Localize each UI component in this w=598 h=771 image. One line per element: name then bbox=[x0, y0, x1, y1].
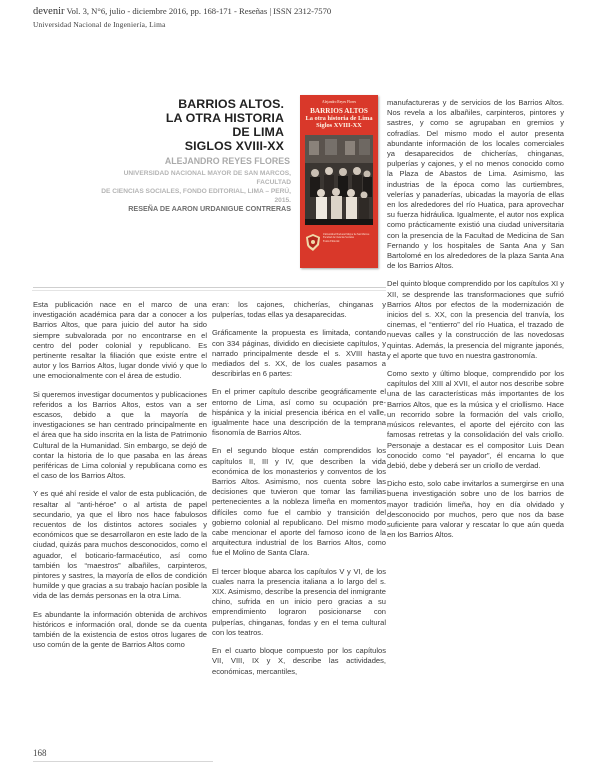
cover-publisher-line: Universidad Nacional Mayor de San Marcos bbox=[323, 233, 370, 236]
book-author: ALEJANDRO REYES FLORES bbox=[164, 156, 290, 166]
publisher-line: DE CIENCIAS SOCIALES, FONDO EDITORIAL, LIMA – PERÚ, 2015. bbox=[101, 188, 291, 204]
cover-publisher-line: Facultad de Ciencias Sociales bbox=[323, 236, 354, 240]
review-title-line: SIGLOS XVIII-XX bbox=[184, 139, 284, 153]
cover-title-line: BARRIOS ALTOS bbox=[310, 107, 368, 115]
body-paragraph: Esta publicación nace en el marco de una investigación académica para dar a conocer a los Barrios Altos, que para juicio del autor ha sido siempre subvalorada por no encontrarse en el centro del poder colonial y republicano. Es pertinente resaltar la filiación que existe entre el autor y los Barrios Altos, lugar donde vivió y que lo une emocionalmente con el área de estudio. bbox=[33, 300, 207, 381]
publisher-line: UNIVERSIDAD NACIONAL MAYOR DE SAN MARCOS, FACULTAD bbox=[123, 170, 291, 186]
cover-title-line: La otra historia de Lima bbox=[305, 115, 373, 123]
body-paragraph: En el cuarto bloque compuesto por los capítulos VII, VIII, IX y X, describe las actividades, económicas, mercantiles, bbox=[212, 646, 386, 676]
journal-header bbox=[33, 6, 331, 17]
page-number: 168 bbox=[33, 748, 47, 758]
body-paragraph: Gráficamente la propuesta es limitada, contando con 334 páginas, dividido en diecisiete capítulos, y narrado principalmente desde el s. XVIII hasta mediados del s. XX, de los cuales pasamos a describirlas en 6 partes: bbox=[212, 328, 386, 379]
body-column-3 bbox=[387, 98, 564, 548]
cover-title-line: Siglos XVIII-XX bbox=[316, 122, 362, 130]
university-line: Universidad Nacional de Ingeniería, Lima bbox=[33, 20, 166, 29]
body-column-1 bbox=[33, 300, 207, 659]
cover-photo-illustration bbox=[305, 135, 373, 225]
body-paragraph: El tercer bloque abarca los capítulos V y VI, de los cuales narra la presencia italiana a lo largo del s. XIX. Asimismo, describe la presencia del inmigrante chino, sufrida en un inicio pero gracias a su emprendimiento lograron posicionarse con pulperías, chinganas, fondas y en el tema cultural con los teatros. bbox=[212, 566, 386, 637]
book-publisher bbox=[100, 169, 291, 205]
body-paragraph: Como sexto y último bloque, comprendido por los capítulos del XIII al XVII, el autor nos describe sobre una de las características más importantes de los Barrios Altos, que es la música y el criollismo. Hace un recorrido sobre la formación del vals criollo, músicos relevantes, el aporte del ejército con las famosas retretas y la consolidación del vals criollo. Personaje a destacar es el compositor Luis Dean conocido como “el payador”, él encarna lo que debió, debe y deberá ser un criollo de verdad. bbox=[387, 369, 564, 470]
reviewer-credit: RESEÑA DE AARON URDANIGUE CONTRERAS bbox=[128, 204, 291, 213]
body-paragraph: Del quinto bloque comprendido por los capítulos XI y XII, se desprende las transformaciones que sufrió Barrios Altos por efectos de la modernización de inicios del s. XX, con la presencia del tranvía, los cinemas, el “entierro” del río Huatica, el trazado de nuevas calles y la construcción de las novedosas quintas. Además, la presencia del migrante japonés, y el aporte que tuvo en nuestra gastronomía. bbox=[387, 279, 564, 360]
body-paragraph: Y es qué ahí reside el valor de esta publicación, de resaltar al “anti-héroe” o al artista de papel secundario, ya que el libro nos hace fabulosos recuentos de los distintos actores sociales y económicos que se desarrollaron en este lado de la ciudad, quizás para muchos desconocidos, como el aguador, el boticario-farmacéutico, así como también los “maestros” albañiles, carpinteros, pintores y sastres, la mayoría de ellos de condición humilde y que gracias a su trabajo hacían posible la vida de las demás personas en la otra Lima. bbox=[33, 489, 207, 601]
body-paragraph: Si queremos investigar documentos y publicaciones referidos a los Barrios Altos, estos van a ser escasos, debido a que la mayoría de investigaciones se han centrado principalmente en el área que ha sido inscrita en la lista de Patrimonio Cultural de la Humanidad. Sin embargo, se dejó de contar la historia de lo que pasaba en las áreas periféricas de Lima colonial y republicana como es el caso de los Barrios Altos. bbox=[33, 389, 207, 481]
review-title bbox=[150, 97, 284, 153]
body-paragraph: manufactureras y de servicios de los Barrios Altos. Nos revela a los albañiles, carpinteros, pintores y sastres, y como se agrupaban en gremios y cofradías. Del mismo modo el autor presenta abundante información de los locales comerciales ya desaparecidos de chicherías, chinganas, pulperías y cajones, y el no menos conocido como la Plaza de Abastos de Lima. Asimismo, las industrias de la época como las curtiembres, velerías y panaderías, ubicadas la mayoría de ellas en los alrededores del río Huatica, para aprovechar su fuerza hidráulica. Igualmente, el autor nos explica como prácticamente existió una ciudad universitaria con la presencia de la Facultad de Medicina de San Fernando y los hospitales de Santa Ana y San Bartolomé en los alrededores de la plaza Santa Ana de los Barrios Altos. bbox=[387, 98, 564, 271]
issue-info: Vol. 3, N°6, julio - diciembre 2016, pp. 168-171 - Reseñas | ISSN 2312-7570 bbox=[66, 6, 332, 16]
body-paragraph: En el segundo bloque están comprendidos los capítulos II, III y IV, que describen la vida económica de los monasterios y conventos de los Barrios Altos. Asimismo, nos cuenta sobre las decisiones que tuvieron que tomar las familias pertenecientes a la nobleza limeña en momentos difíciles como fue el cambio y transición del gobierno colonial al republicano. Del mismo modo cabe mencionar el aporte del famoso icono de la arquitectura industrial de los Barrios Altos, como fue el Molino de Santa Clara. bbox=[212, 446, 386, 558]
book-cover-image bbox=[300, 95, 378, 268]
section-divider bbox=[32, 290, 386, 291]
cover-title bbox=[300, 108, 378, 130]
footer-rule bbox=[33, 761, 213, 762]
cover-author: Alejandro Reyes Flores bbox=[322, 100, 356, 104]
section-divider bbox=[33, 287, 386, 288]
review-title-line: LA OTRA HISTORIA DE LIMA bbox=[165, 111, 284, 139]
body-paragraph: Dicho esto, solo cabe invitarlos a sumergirse en una buena investigación sobre uno de los barrios de mayor tradición limeña, hoy en día olvidado y desconocido por muchos, pero que nos da base suficiente para valorar y rescatar lo que aún queda en los Barrios Altos. bbox=[387, 479, 564, 540]
body-paragraph: Es abundante la información obtenida de archivos históricos e información oral, donde se da cuenta también de la existencia de estos otros lugares de uso común de la gente de Barrios Altos como bbox=[33, 609, 207, 650]
cover-publisher bbox=[323, 233, 375, 243]
cover-publisher-line: Fondo Editorial bbox=[323, 239, 340, 243]
body-column-2 bbox=[212, 300, 386, 685]
journal-brand: devenir bbox=[33, 6, 65, 17]
body-paragraph: eran: los cajones, chicherías, chinganas y pulperías, todas ellas ya desaparecidas. bbox=[212, 300, 386, 320]
cover-photo bbox=[305, 135, 373, 225]
university-seal-icon bbox=[306, 234, 320, 251]
body-paragraph: En el primer capítulo describe geográficamente el entorno de Lima, así como su ocupación pre-hispánica y la inicial presencia ibérica en el valle, igualmente hace una descripción de la temprana fisonomía de Barrios Altos. bbox=[212, 387, 386, 438]
review-title-line: BARRIOS ALTOS. bbox=[178, 97, 284, 111]
